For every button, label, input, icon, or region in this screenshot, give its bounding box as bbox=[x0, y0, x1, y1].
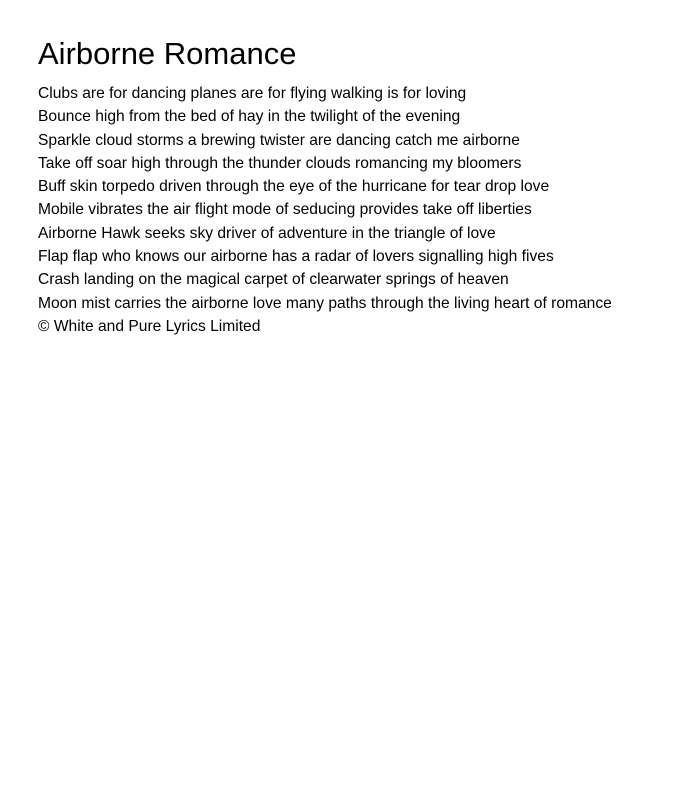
lyric-line-7: Airborne Hawk seeks sky driver of adventure in the triangle of love bbox=[38, 224, 496, 242]
lyrics-lines bbox=[38, 82, 688, 338]
lyric-line-8: Flap flap who knows our airborne has a radar of lovers signalling high fives bbox=[38, 248, 554, 266]
copyright-notice: © White and Pure Lyrics Limited bbox=[38, 317, 261, 335]
lyric-line-9: Crash landing on the magical carpet of clearwater springs of heaven bbox=[38, 271, 509, 289]
page-title: Airborne Romance bbox=[38, 36, 297, 71]
lyric-line-3: Sparkle cloud storms a brewing twister are dancing catch me airborne bbox=[38, 131, 520, 149]
lyric-line-6: Mobile vibrates the air flight mode of seducing provides take off liberties bbox=[38, 201, 532, 219]
lyric-line-5: Buff skin torpedo driven through the eye of the hurricane for tear drop love bbox=[38, 178, 550, 196]
lyrics-document bbox=[38, 34, 688, 338]
lyric-line-10: Moon mist carries the airborne love many paths through the living heart of romance bbox=[38, 294, 612, 312]
lyric-line-4: Take off soar high through the thunder clouds romancing my bloomers bbox=[38, 154, 522, 172]
lyric-line-2: Bounce high from the bed of hay in the twilight of the evening bbox=[38, 108, 461, 126]
lyric-line-1: Clubs are for dancing planes are for flying walking is for loving bbox=[38, 85, 467, 102]
